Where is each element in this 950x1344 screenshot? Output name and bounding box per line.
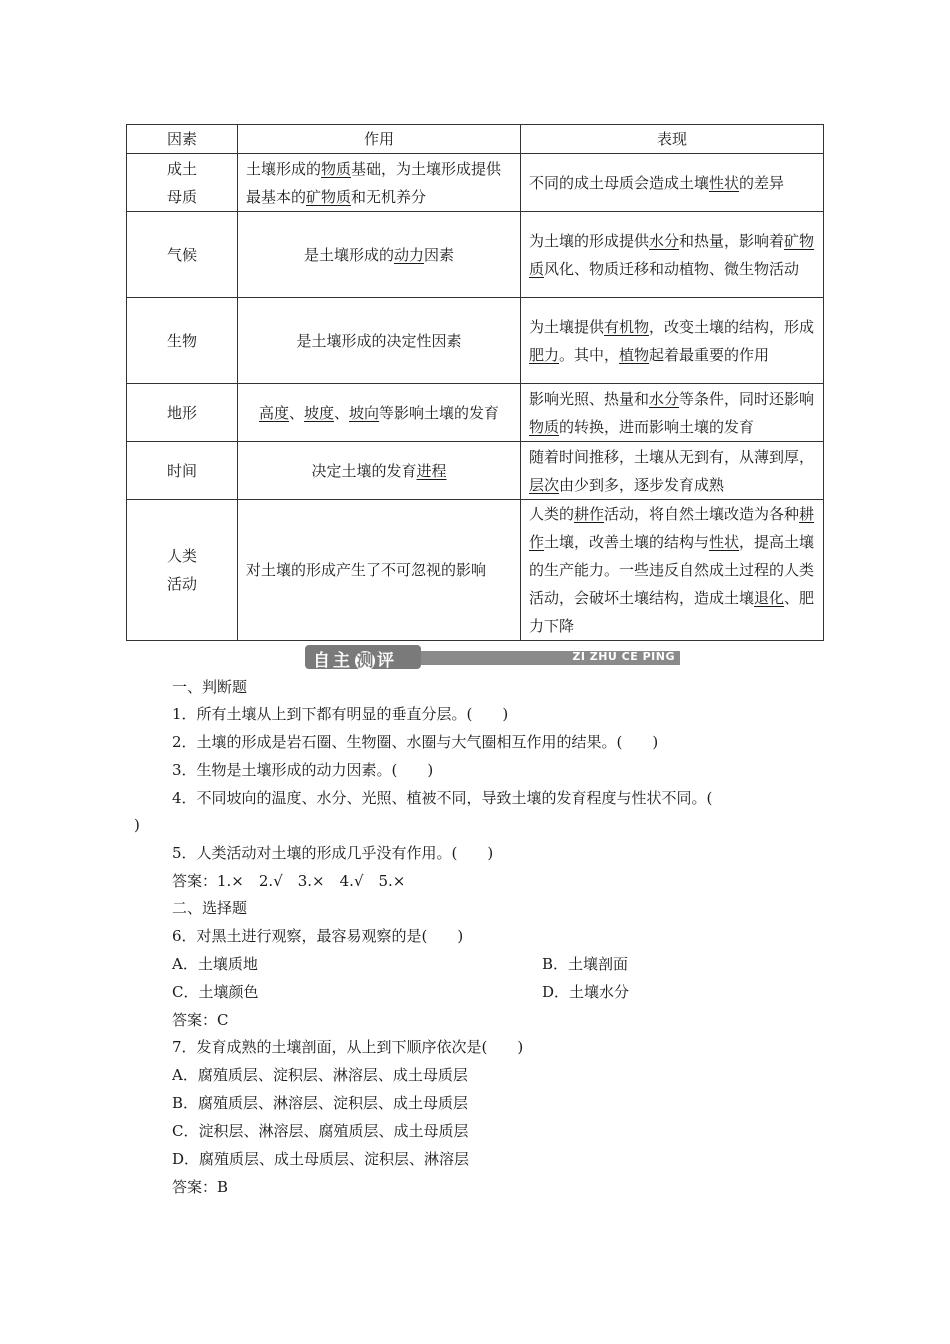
effect-text: 为土壤提供 [529,317,605,336]
keyword-text: 性状 [709,533,740,551]
keyword-text: 水分 [649,231,680,250]
effect-text: 不同的成土母质会造成土壤 [529,173,710,192]
factor-text: 母质 [166,187,197,206]
effect-text: ，改变土壤的结构，形成 [649,317,815,336]
soil-factors-table [126,124,824,641]
effect-text: 起着最重要的作用 [649,345,770,364]
question-6-option-d: D．土壤水分 [542,983,630,1001]
question-6-option-b: B．土壤剖面 [542,955,629,973]
banner-title-a: 自主 [313,651,353,671]
effect-text: 等条件，同时还影响 [679,389,815,408]
answer-6: 答案：C [172,1011,229,1029]
effect-text: 、肥力下降 [529,589,815,635]
effect-text: 活动，将自然土壤改造为各种 [604,505,800,523]
table-row [127,298,824,384]
table-row [127,212,824,298]
section-banner [305,645,681,669]
answer-7: 答案：B [172,1178,229,1196]
keyword-text: 进程 [416,461,447,480]
effect-text: 的转换，进而影响土壤的发育 [559,417,755,436]
question-6-option-a: A．土壤质地 [172,955,258,973]
question-6-option-c: C．土壤颜色 [172,983,259,1001]
section-heading-judgement: 一、判断题 [172,678,248,696]
question-3: 3．生物是土壤形成的动力因素。( ) [172,761,434,779]
cell-role [238,298,521,384]
role-text: 对土壤的形成产生了不可忽视的影响 [246,561,487,579]
role-text: 、 [288,403,304,422]
role-text: 和无机养分 [351,187,427,206]
cell-factor [127,212,238,298]
keyword-text: 耕作 [574,505,605,523]
effect-text: 风化、物质迁移和动植物、微生物活动 [544,259,800,278]
keyword-text: 坡向 [349,403,380,422]
header-role: 作用 [238,125,521,154]
cell-effect [521,212,824,298]
effect-text: 和热量，影响着 [679,231,785,250]
question-7-option-b: B．腐殖质层、淋溶层、淀积层、成土母质层 [172,1094,469,1112]
factor-text: 气候 [166,245,197,264]
cell-role [238,384,521,442]
question-7-option-d: D．腐殖质层、成土母质层、淀积层、淋溶层 [172,1150,470,1168]
role-text: 基础，为土壤形成提供最基本的 [246,159,502,206]
factor-text: 地形 [166,403,197,422]
answer-judgement: 答案：1.× 2.√ 3.× 4.√ 5.× [172,872,406,890]
banner-title [313,646,397,671]
factor-text: 生物 [166,331,197,350]
cell-factor [127,500,238,641]
question-7: 7．发育成熟的土壤剖面，从上到下顺序依次是( ) [172,1038,524,1056]
cell-factor [127,442,238,500]
cell-factor [127,154,238,212]
effect-text: 影响光照、热量和 [529,389,650,408]
keyword-text: 水分 [649,389,680,408]
cell-role [238,212,521,298]
keyword-text: 高度 [258,403,289,422]
cell-role [238,442,521,500]
role-text: 是土壤形成的 [303,245,394,264]
question-5: 5．人类活动对土壤的形成几乎没有作用。( ) [172,844,494,862]
banner-title-b: 测 [356,651,374,671]
effect-text: 人类的 [529,505,575,523]
question-6: 6．对黑土进行观察，最容易观察的是( ) [172,927,464,945]
keyword-text: 坡度 [303,403,334,422]
factor-text: 活动 [166,575,197,593]
effect-text: 的差异 [739,173,785,192]
question-7-option-a: A．腐殖质层、淀积层、淋溶层、成土母质层 [172,1066,468,1084]
cell-role [238,500,521,641]
factor-text: 人类 [166,547,197,565]
cell-role [238,154,521,212]
cell-effect [521,500,824,641]
cell-effect [521,298,824,384]
header-factor: 因素 [127,125,238,154]
factor-text: 时间 [166,461,197,480]
table-row [127,384,824,442]
question-1: 1．所有土壤从上到下都有明显的垂直分层。( ) [172,705,509,723]
table-body [127,154,824,641]
keyword-text: 植物 [619,345,650,364]
table-row [127,154,824,212]
cell-effect [521,442,824,500]
question-4: 4．不同坡向的温度、水分、光照、植被不同，导致土壤的发育程度与性状不同。( [172,789,713,807]
keyword-text: 肥力 [529,345,560,364]
effect-text: 。其中， [559,345,620,364]
keyword-text: 耕作 [529,505,815,551]
role-text: 、 [334,403,350,422]
keyword-text: 矿物质 [306,187,352,206]
table-row [127,500,824,641]
factor-text: 成土 [166,159,197,178]
table-header-row [127,125,824,154]
keyword-text: 矿物质 [529,231,815,278]
keyword-text: 动力 [393,245,424,264]
banner-title-c: 评 [377,651,397,671]
keyword-text: 物质 [529,417,560,436]
role-text: 等影响土壤的发育 [379,403,500,422]
question-7-option-c: C．淀积层、淋溶层、腐殖质层、成土母质层 [172,1122,469,1140]
role-text: 是土壤形成的决定性因素 [296,331,462,350]
table-row [127,442,824,500]
effect-text: ，提高土壤的生产能力。一些违反自然成土过程的人类活动，会破坏土壤结构，造成土壤 [529,533,815,607]
role-text: 因素 [424,245,455,264]
effect-text: 为土壤的形成提供 [529,231,650,250]
effect-text: 土壤，改善土壤的结构与 [544,533,710,551]
keyword-text: 物质 [321,159,352,178]
cell-effect [521,384,824,442]
keyword-text: 退化 [754,589,785,607]
header-effect: 表现 [521,125,824,154]
keyword-text: 性状 [709,173,740,192]
question-2: 2．土壤的形成是岩石圈、生物圈、水圈与大气圈相互作用的结果。( ) [172,733,659,751]
cell-factor [127,298,238,384]
effect-text: 由少到多，逐步发育成熟 [559,475,725,494]
banner-tab [305,645,421,669]
keyword-text: 有机物 [604,317,650,336]
role-text: 土壤形成的 [246,159,322,178]
role-text: 决定土壤的发育 [311,461,417,480]
banner-english: ZI ZHU CE PING [572,650,675,663]
keyword-text: 层次 [529,475,560,494]
cell-factor [127,384,238,442]
section-heading-choice: 二、选择题 [172,899,248,917]
cell-effect [521,154,824,212]
question-4-continued: ) [134,816,140,834]
effect-text: 随着时间推移，土壤从无到有，从薄到厚， [529,447,815,466]
